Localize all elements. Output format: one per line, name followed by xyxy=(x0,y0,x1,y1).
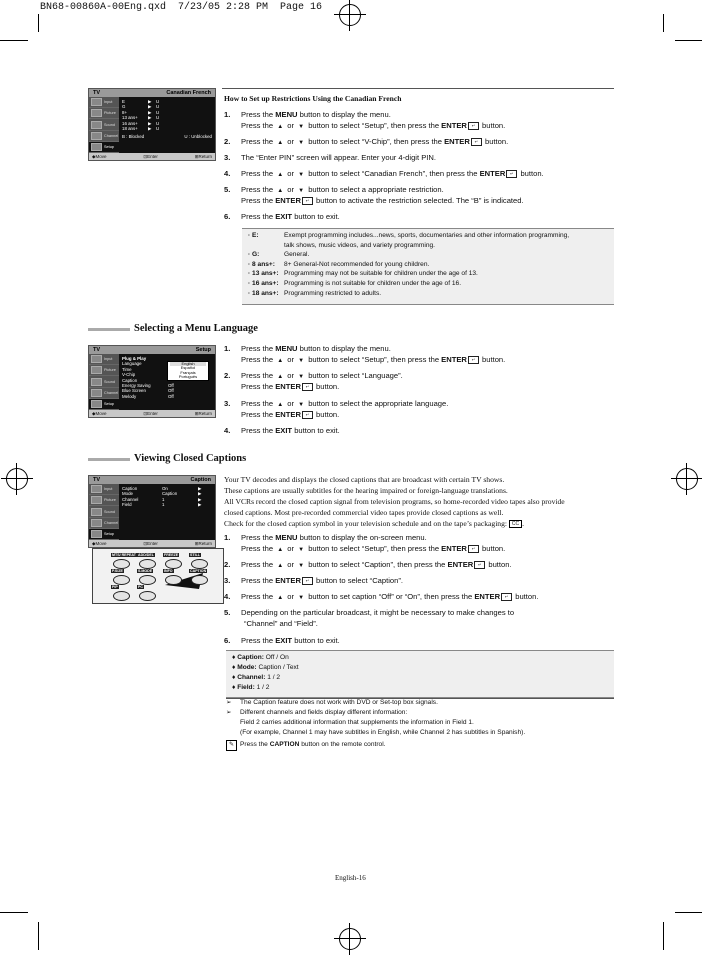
setup-item: Blue Screen xyxy=(122,388,146,394)
language-option[interactable]: Español xyxy=(180,365,196,371)
setup-item: Plug & Play xyxy=(122,356,147,361)
arrow-icon: ▶ xyxy=(198,486,202,491)
down-arrow-icon: ▼ xyxy=(298,172,305,178)
enter-hint: ⊡Enter xyxy=(143,154,158,159)
section-title-language: Selecting a Menu Language xyxy=(134,323,258,334)
remote-button[interactable] xyxy=(113,575,130,585)
menu-sound: Sound xyxy=(104,509,115,514)
rating-row xyxy=(122,126,212,131)
print-slug-header: BN68-00860A-00Eng.qxd 7/23/05 2:28 PM Page 16 xyxy=(40,2,323,13)
enter-icon: ↵ xyxy=(474,561,485,569)
tv-side-menu xyxy=(89,97,119,153)
rating-code: · G: xyxy=(248,251,260,259)
caption-value: 1 xyxy=(162,502,165,508)
tv-label: TV xyxy=(93,347,101,353)
language-option[interactable]: Français xyxy=(180,369,196,375)
down-arrow-icon: ▼ xyxy=(298,547,305,553)
option-name: ♦ Mode: xyxy=(232,664,257,671)
enter-icon: ↵ xyxy=(468,356,479,364)
remote-button-label: CAPTION xyxy=(190,569,207,573)
section-heading-canadian: How to Set up Restrictions Using the Canadian French xyxy=(224,94,402,103)
caption-value: On xyxy=(162,486,168,491)
rating-description: Programming is not suitable for children under the age of 16. xyxy=(284,280,462,287)
remote-button-label: INFO xyxy=(164,569,173,573)
caption-options-box xyxy=(226,650,614,698)
page-footer: English-16 xyxy=(335,874,366,882)
menu-sound: Sound xyxy=(104,122,115,127)
rating-description: General. xyxy=(284,251,310,259)
remote-note: ✎ Press the CAPTION button on the remote control. xyxy=(226,740,386,751)
option-name: ♦ Caption: xyxy=(232,654,264,661)
legend-blocked: B : Blocked xyxy=(122,134,145,140)
arrow-icon: ▶ xyxy=(148,104,152,110)
menu-picture: Picture xyxy=(104,498,116,503)
registration-mark-right xyxy=(676,468,698,490)
return-hint: ⊞Return xyxy=(194,411,212,416)
menu-channel: Channel xyxy=(104,520,119,525)
screen-title: Canadian French xyxy=(166,90,211,96)
option-name: ♦ Channel: xyxy=(232,674,266,681)
down-arrow-icon: ▼ xyxy=(298,188,305,194)
enter-icon: ↵ xyxy=(471,138,482,146)
setup-row xyxy=(122,394,212,399)
rating-description: 8+ General-Not recommended for young children. xyxy=(284,260,430,268)
remote-button-label: S.MODE xyxy=(138,569,153,573)
rating-status: U xyxy=(156,104,160,110)
caption-item: Mode xyxy=(122,491,133,497)
menu-sound: Sound xyxy=(104,379,115,384)
rating-code: · 16 ans+: xyxy=(248,280,279,287)
rating-definition xyxy=(248,289,381,299)
menu-channel: Channel xyxy=(104,390,119,395)
remote-button[interactable] xyxy=(191,559,208,569)
down-arrow-icon: ▼ xyxy=(298,402,305,408)
caption-option xyxy=(232,653,289,663)
rating-description: Exempt programming includes...news, sports, documentaries and other information programming, xyxy=(284,232,570,239)
section-bar xyxy=(88,328,130,331)
down-arrow-icon: ▼ xyxy=(298,140,305,146)
legend-unblocked: U : Unblocked xyxy=(184,134,212,140)
rating-description: talk shows, music videos, and variety programming. xyxy=(284,241,435,249)
rating-status: U xyxy=(156,115,160,121)
up-arrow-icon: ▲ xyxy=(277,124,284,130)
option-values: Off / On xyxy=(263,654,289,661)
caption-value: Caption xyxy=(162,491,178,497)
tv-screen-setup xyxy=(88,345,216,418)
rating-name: G xyxy=(122,104,126,110)
setup-item: Energy Saving xyxy=(122,383,151,389)
caption-option xyxy=(232,673,280,683)
tv-side-menu xyxy=(89,354,119,410)
setup-item: Melody xyxy=(122,393,137,399)
rating-code: · 8 ans+: xyxy=(248,260,275,268)
registration-mark-top xyxy=(339,4,361,26)
rating-code: · 18 ans+: xyxy=(248,289,279,297)
up-arrow-icon: ▲ xyxy=(277,547,284,553)
sound-icon xyxy=(91,378,102,386)
menu-setup: Setup xyxy=(104,144,114,149)
menu-picture: Picture xyxy=(104,368,116,373)
rating-definition xyxy=(248,279,461,289)
setup-value: Off xyxy=(168,393,174,399)
up-arrow-icon: ▲ xyxy=(277,563,284,569)
remote-button[interactable] xyxy=(139,559,156,569)
enter-icon: ↵ xyxy=(506,170,517,178)
setup-item: V-Chip xyxy=(122,372,136,378)
rating-legend xyxy=(122,134,212,139)
setup-icon xyxy=(91,400,102,408)
menu-setup: Setup xyxy=(104,531,114,536)
tv-label: TV xyxy=(93,90,101,96)
down-arrow-icon: ▼ xyxy=(298,358,305,364)
arrow-icon: ▶ xyxy=(148,120,152,126)
move-hint: ◆Move xyxy=(92,154,107,159)
language-option[interactable]: Português xyxy=(178,374,198,380)
move-hint: ◆Move xyxy=(92,411,107,416)
section-bar xyxy=(88,458,130,461)
intro-line: closed captions. Most pre-recorded commercial video tapes provide closed captions as well. xyxy=(224,508,504,517)
rating-description: Programming may not be suitable for children under the age of 13. xyxy=(284,270,478,278)
intro-line: Your TV decodes and displays the closed captions that are broadcast with certain TV shows. xyxy=(224,475,505,484)
remote-button-label: PC xyxy=(138,585,143,589)
caption-list xyxy=(119,484,215,540)
rating-list xyxy=(119,97,215,153)
remote-button[interactable] xyxy=(165,575,182,585)
remote-button[interactable] xyxy=(113,559,130,569)
picture-icon xyxy=(91,496,102,504)
input-icon xyxy=(91,355,102,363)
enter-hint: ⊡Enter xyxy=(143,541,158,546)
setup-item: Caption xyxy=(122,377,138,383)
remote-icon: ✎ xyxy=(226,740,237,751)
arrow-icon: ▶ xyxy=(148,109,152,115)
menu-input: Input xyxy=(104,487,113,492)
caption-row xyxy=(122,502,212,507)
input-icon xyxy=(91,485,102,493)
arrow-icon: ▶ xyxy=(148,115,152,121)
intro-line: These captions are usually subtitles for the hearing impaired or foreign-language translations. xyxy=(224,486,508,495)
option-values: 1 / 2 xyxy=(254,684,270,691)
remote-button-label: FREEZE xyxy=(164,553,179,557)
rating-code: · E: xyxy=(248,232,259,239)
caption-item: Channel xyxy=(122,496,139,502)
enter-icon: ↵ xyxy=(302,383,313,391)
down-arrow-icon: ▼ xyxy=(298,124,305,130)
remote-button-label: STILL xyxy=(190,553,200,557)
rating-name: 13 ans+ xyxy=(122,115,138,121)
option-values: 1 / 2 xyxy=(265,674,281,681)
picture-icon xyxy=(91,109,102,117)
enter-icon: ↵ xyxy=(302,197,313,205)
menu-setup: Setup xyxy=(104,401,114,406)
tv-screen-canadian-french xyxy=(88,88,216,161)
remote-button[interactable] xyxy=(165,559,182,569)
setup-icon xyxy=(91,143,102,151)
setup-list xyxy=(119,354,215,410)
language-option[interactable]: English xyxy=(170,362,206,366)
rating-definition xyxy=(248,269,478,279)
rating-definition xyxy=(248,250,309,260)
intro-line: All VCRs record the closed caption signal from television programs, so home-recorded video tapes also provide xyxy=(224,497,565,506)
input-icon xyxy=(91,98,102,106)
arrow-icon: ▶ xyxy=(198,502,202,508)
menu-picture: Picture xyxy=(104,111,116,116)
remote-button-label: PIP xyxy=(112,585,118,589)
caption-item: Caption xyxy=(122,486,138,491)
rating-code: · 13 ans+: xyxy=(248,270,279,278)
rating-definition xyxy=(248,231,569,241)
registration-mark-bottom xyxy=(339,928,361,950)
remote-button-label: ADD/DEL xyxy=(138,553,154,557)
rating-status: U xyxy=(156,126,160,132)
arrow-icon: ▶ xyxy=(148,99,152,104)
setup-value: Off xyxy=(168,388,174,394)
registration-mark-left xyxy=(6,468,28,490)
channel-icon xyxy=(91,132,102,140)
tv-screen-caption xyxy=(88,475,216,548)
up-arrow-icon: ▲ xyxy=(277,188,284,194)
arrow-icon: ▶ xyxy=(198,491,202,497)
down-arrow-icon: ▼ xyxy=(298,595,305,601)
remote-button[interactable] xyxy=(113,591,130,601)
sound-icon xyxy=(91,508,102,516)
remote-control-illustration xyxy=(92,548,224,604)
tv-label: TV xyxy=(93,477,101,483)
caption-item: Field xyxy=(122,502,132,508)
caption-option xyxy=(232,663,299,673)
rating-definitions-box xyxy=(242,228,614,305)
note-arrow-icon: ➢ xyxy=(226,699,232,706)
remote-button[interactable] xyxy=(139,591,156,601)
up-arrow-icon: ▲ xyxy=(277,140,284,146)
enter-icon: ↵ xyxy=(468,545,479,553)
arrow-icon: ▶ xyxy=(148,126,152,132)
return-hint: ⊞Return xyxy=(194,541,212,546)
rating-status: U xyxy=(156,120,160,126)
setup-item: Language xyxy=(122,361,142,367)
note-line: ➢ The Caption feature does not work with DVD or Set-top box signals. xyxy=(226,699,438,706)
tv-side-menu xyxy=(89,484,119,540)
remote-button[interactable] xyxy=(139,575,156,585)
section-title-captions: Viewing Closed Captions xyxy=(134,453,247,464)
rating-name: E xyxy=(122,99,125,104)
note-arrow-icon: ➢ xyxy=(226,709,232,716)
note-line: (For example, Channel 1 may have subtitles in English, while Channel 2 has subtitles in Spanish). xyxy=(240,729,526,736)
enter-icon: ↵ xyxy=(468,122,479,130)
enter-hint: ⊡Enter xyxy=(143,411,158,416)
up-arrow-icon: ▲ xyxy=(277,595,284,601)
menu-input: Input xyxy=(104,357,113,362)
rating-name: 8+ xyxy=(122,109,128,115)
option-name: ♦ Field: xyxy=(232,684,255,691)
rating-status: U xyxy=(156,99,160,104)
intro-line: Check for the closed caption symbol in your television schedule and on the tape’s packaging: CC . xyxy=(224,519,525,528)
rating-name: 18 ans+ xyxy=(122,126,138,132)
remote-button-label: MTS/ REPEAT xyxy=(112,553,136,557)
move-hint: ◆Move xyxy=(92,541,107,546)
screen-title: Caption xyxy=(190,477,211,483)
rating-name: 16 ans+ xyxy=(122,120,138,126)
setup-item: Time xyxy=(122,366,132,372)
channel-icon xyxy=(91,519,102,527)
language-dropdown[interactable] xyxy=(167,361,209,381)
enter-icon: ↵ xyxy=(501,593,512,601)
remote-button-label: P.SIZE xyxy=(112,569,123,573)
enter-icon: ↵ xyxy=(302,411,313,419)
arrow-icon: ▶ xyxy=(198,496,202,502)
cc-symbol-icon: CC xyxy=(509,520,522,528)
rating-definition xyxy=(248,260,429,270)
menu-channel: Channel xyxy=(104,133,119,138)
setup-value: Off xyxy=(168,383,174,389)
down-arrow-icon: ▼ xyxy=(298,374,305,380)
note-line: ➢ Different channels and fields display different information: xyxy=(226,709,408,716)
menu-input: Input xyxy=(104,100,113,105)
rating-description: Programming restricted to adults. xyxy=(284,289,382,297)
caption-value: 1 xyxy=(162,496,165,502)
enter-icon: ↵ xyxy=(302,577,313,585)
up-arrow-icon: ▲ xyxy=(277,402,284,408)
up-arrow-icon: ▲ xyxy=(277,172,284,178)
up-arrow-icon: ▲ xyxy=(277,374,284,380)
option-values: Caption / Text xyxy=(256,664,299,671)
up-arrow-icon: ▲ xyxy=(277,358,284,364)
remote-button[interactable] xyxy=(191,575,208,585)
setup-icon xyxy=(91,530,102,538)
return-hint: ⊞Return xyxy=(194,154,212,159)
picture-icon xyxy=(91,366,102,374)
down-arrow-icon: ▼ xyxy=(298,563,305,569)
screen-title: Setup xyxy=(195,347,211,353)
rating-definition xyxy=(248,241,435,251)
sound-icon xyxy=(91,121,102,129)
rating-status: U xyxy=(156,109,160,115)
channel-icon xyxy=(91,389,102,397)
caption-option xyxy=(232,683,269,693)
note-line: Field 2 carries additional information that supplements the information in Field 1. xyxy=(240,719,474,726)
caption-intro xyxy=(224,474,565,529)
